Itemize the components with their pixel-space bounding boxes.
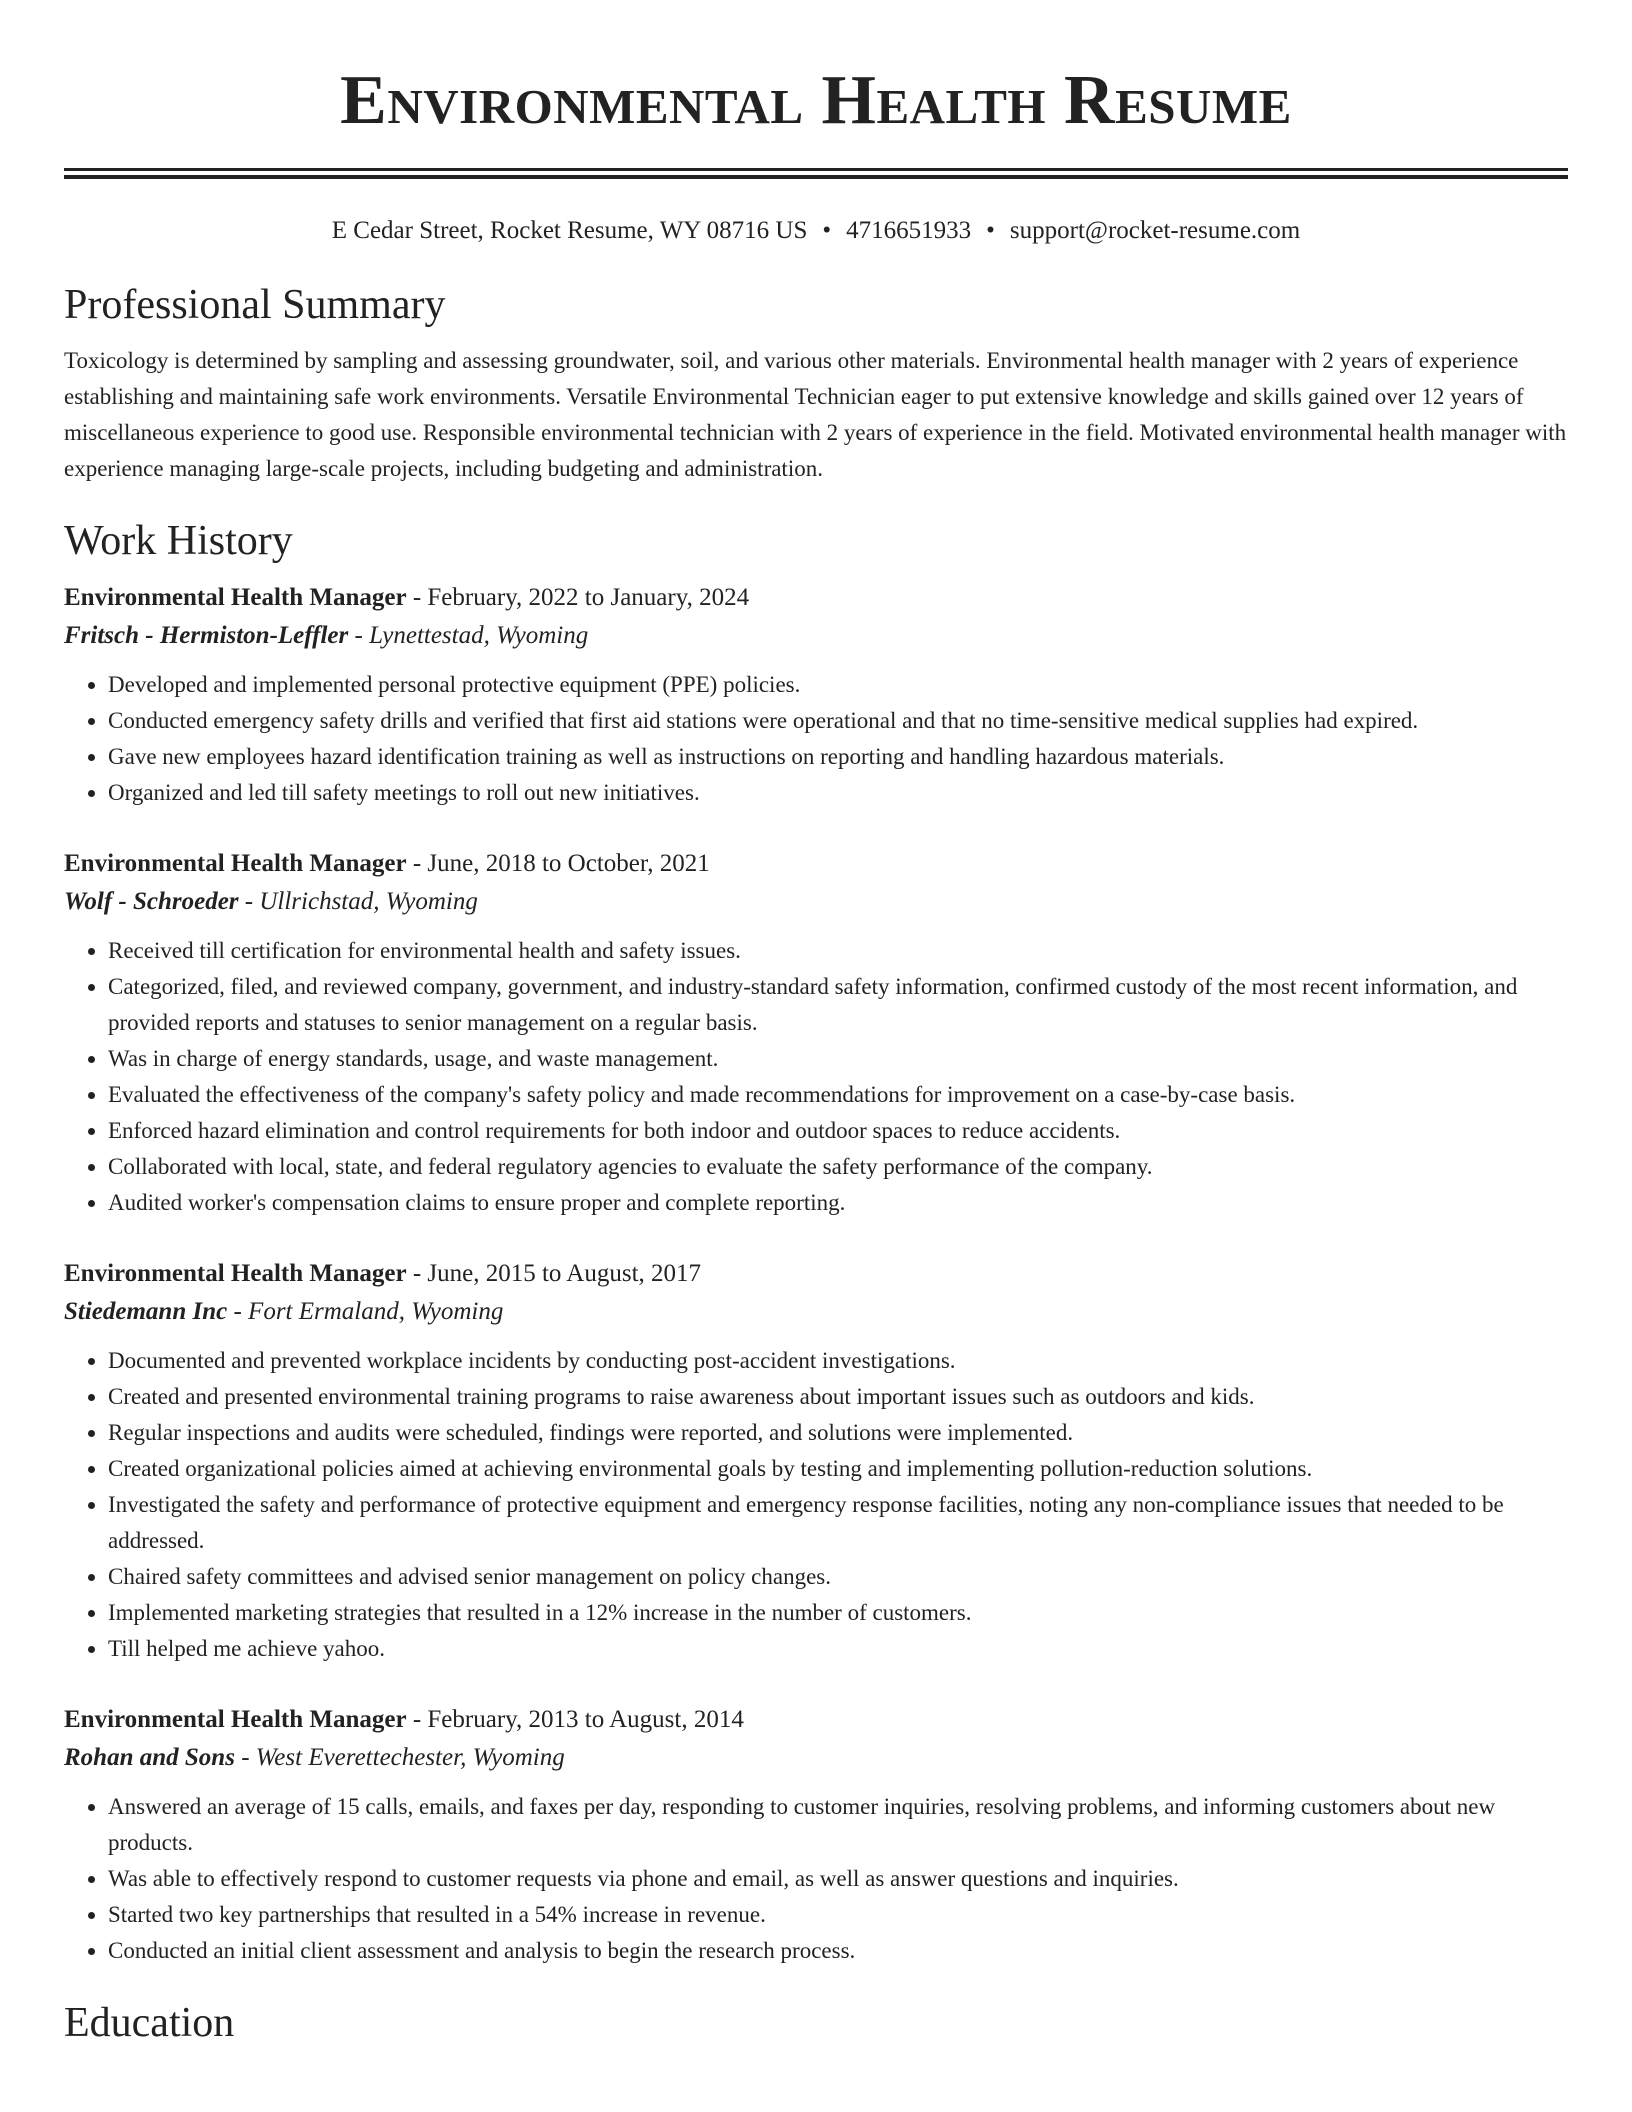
list-item: • Till helped me achieve yahoo. [108,1631,1568,1667]
job-company-line [64,1739,1568,1777]
job-entry [64,579,1568,811]
job-company-line [64,883,1568,921]
job-location: - Ullrichstad, Wyoming [238,888,478,915]
list-item: • Created organizational policies aimed at achieving environmental goals by testing and implementing pollution-reduction solutions. [108,1451,1568,1487]
resume-title: Environmental Health Resume [340,62,1292,139]
job-bullets [64,667,1568,811]
title-divider [64,168,1568,179]
job-company: Fritsch - Hermiston-Leffler [64,622,349,649]
contact-address: E Cedar Street, Rocket Resume, WY 08716 US [331,217,808,244]
job-location: - Fort Ermaland, Wyoming [227,1298,504,1325]
contact-separator: • [986,217,995,244]
list-item: • Conducted an initial client assessment and analysis to begin the research process. [108,1933,1568,1969]
job-dates: - February, 2022 to January, 2024 [406,584,750,611]
list-item: • Received till certification for environmental health and safety issues. [108,933,1568,969]
job-dates: - June, 2015 to August, 2017 [406,1260,702,1287]
resume-page [64,0,1568,2049]
job-dates: - June, 2018 to October, 2021 [406,850,710,877]
job-dates: - February, 2013 to August, 2014 [406,1706,744,1733]
job-company-line [64,617,1568,655]
list-item: • Created and presented environmental training programs to raise awareness about important issues such as outdoors and kids. [108,1379,1568,1415]
job-entry [64,1701,1568,1969]
job-header [64,1255,1568,1293]
list-item: • Enforced hazard elimination and control requirements for both indoor and outdoor spaces to reduce accidents. [108,1113,1568,1149]
list-item: • Categorized, filed, and reviewed company, government, and industry-standard safety information, confirmed custody of the most recent information, and provided reports and statuses to senior management on a regular basis. [108,969,1568,1041]
list-item: • Organized and led till safety meetings to roll out new initiatives. [108,775,1568,811]
list-item: • Developed and implemented personal protective equipment (PPE) policies. [108,667,1568,703]
list-item: • Started two key partnerships that resulted in a 54% increase in revenue. [108,1897,1568,1933]
summary-heading: Professional Summary [64,282,446,328]
job-bullets [64,1343,1568,1667]
job-role: Environmental Health Manager [64,1706,407,1733]
work-history-heading: Work History [64,518,293,564]
job-role: Environmental Health Manager [64,1260,407,1287]
job-location: - Lynettestad, Wyoming [348,622,589,649]
job-entry [64,1255,1568,1667]
job-company: Wolf - Schroeder [64,888,239,915]
list-item: • Regular inspections and audits were scheduled, findings were reported, and solutions were implemented. [108,1415,1568,1451]
job-bullets [64,1789,1568,1969]
job-company-line [64,1293,1568,1331]
list-item: • Was in charge of energy standards, usage, and waste management. [108,1041,1568,1077]
list-item: • Was able to effectively respond to customer requests via phone and email, as well as answer questions and inquiries. [108,1861,1568,1897]
list-item: • Documented and prevented workplace incidents by conducting post-accident investigations. [108,1343,1568,1379]
job-header [64,579,1568,617]
list-item: • Implemented marketing strategies that resulted in a 12% increase in the number of customers. [108,1595,1568,1631]
summary-text: Toxicology is determined by sampling and assessing groundwater, soil, and various other materials. Environmental health manager with 2 years of experience establishing and maintaining safe work environments. Versatile Environmental Technician eager to put extensive knowledge and skills gained over 12 years of miscellaneous experience to good use. Responsible environmental technician with 2 years of experience in the field. Motivated environmental health manager with experience managing large-scale projects, including budgeting and administration. [64,348,1567,481]
list-item: • Chaired safety committees and advised senior management on policy changes. [108,1559,1568,1595]
contact-phone: 4716651933 [846,217,972,244]
job-location: - West Everettechester, Wyoming [234,1744,565,1771]
list-item: • Collaborated with local, state, and federal regulatory agencies to evaluate the safety performance of the company. [108,1149,1568,1185]
job-company: Rohan and Sons [64,1744,235,1771]
list-item: • Evaluated the effectiveness of the company's safety policy and made recommendations for improvement on a case-by-case basis. [108,1077,1568,1113]
education-heading: Education [64,2000,235,2046]
job-role: Environmental Health Manager [64,584,407,611]
contact-separator: • [822,217,832,244]
job-role: Environmental Health Manager [64,850,407,877]
list-item: • Investigated the safety and performance of protective equipment and emergency response facilities, noting any non-compliance issues that needed to be addressed. [108,1487,1568,1559]
list-item: • Answered an average of 15 calls, emails, and faxes per day, responding to customer inquiries, resolving problems, and informing customers about new products. [108,1789,1568,1861]
job-bullets [64,933,1568,1221]
contact-email: support@rocket-resume.com [1009,217,1301,244]
job-entry [64,845,1568,1221]
job-company: Stiedemann Inc [64,1298,228,1325]
contact-line [64,215,1568,247]
job-header [64,845,1568,883]
list-item: • Gave new employees hazard identification training as well as instructions on reporting and handling hazardous materials. [108,739,1568,775]
list-item: • Conducted emergency safety drills and verified that first aid stations were operational and that no time-sensitive medical supplies had expired. [108,703,1568,739]
list-item: • Audited worker's compensation claims to ensure proper and complete reporting. [108,1185,1568,1221]
job-header [64,1701,1568,1739]
